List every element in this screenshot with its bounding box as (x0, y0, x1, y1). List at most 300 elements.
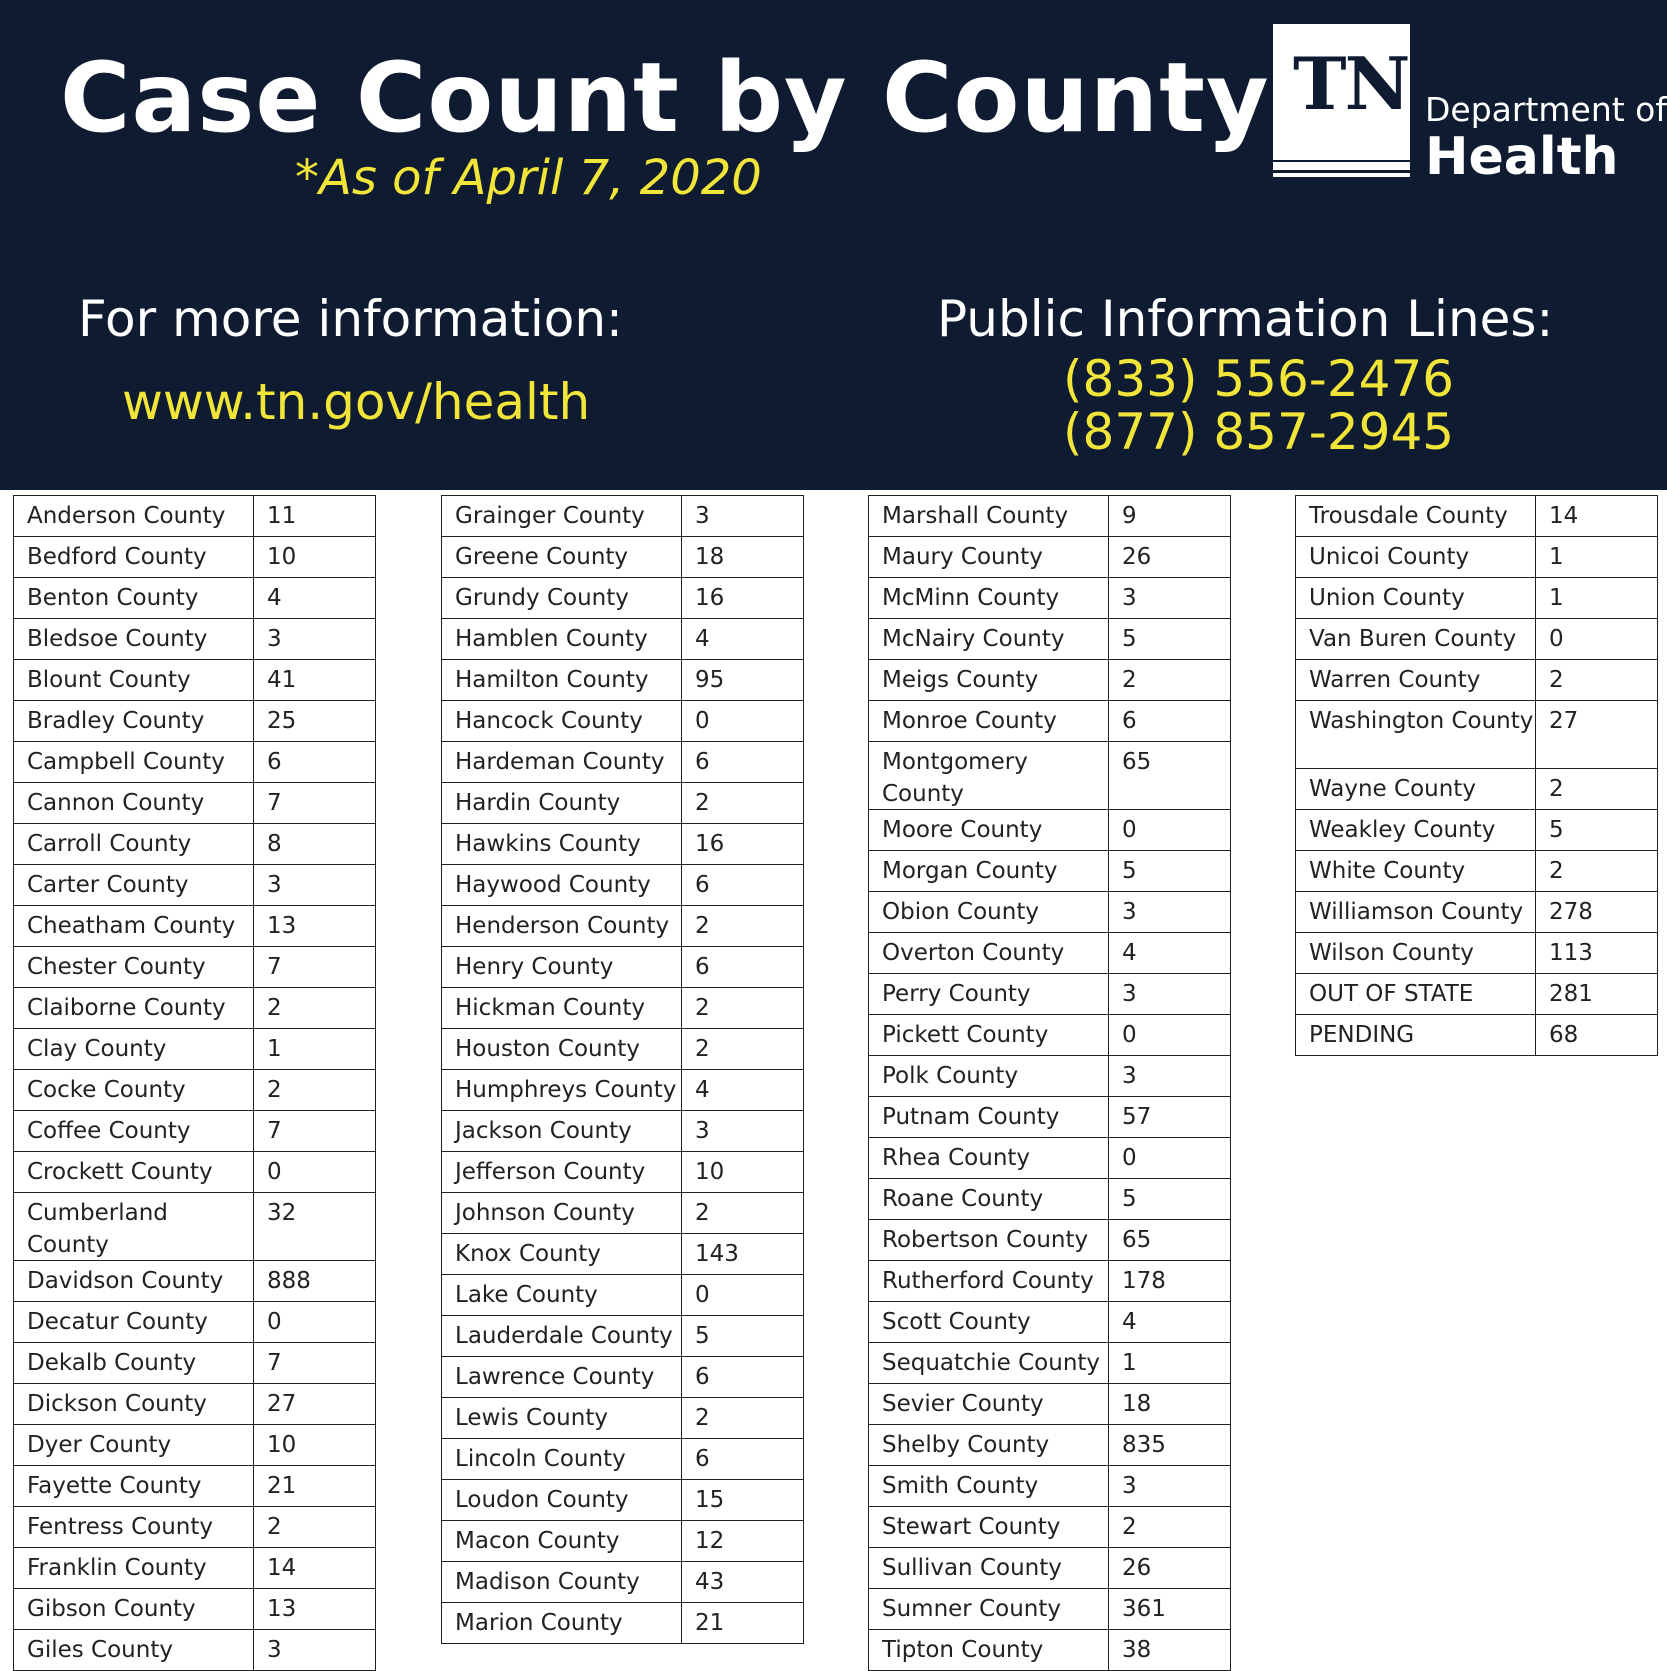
case-count: 2 (1122, 1514, 1137, 1540)
county-name: Hamilton County (442, 660, 682, 700)
county-name: Hancock County (442, 701, 682, 741)
county-name: Coffee County (14, 1111, 254, 1151)
county-name: Van Buren County (1296, 619, 1536, 659)
county-name: Hardin County (442, 783, 682, 823)
county-name: Bledsoe County (14, 619, 254, 659)
table-row (441, 618, 804, 659)
table-row (441, 1315, 804, 1356)
table-row (13, 1028, 376, 1069)
table-row (868, 809, 1231, 850)
table-row (868, 495, 1231, 536)
county-name: Monroe County (869, 701, 1109, 741)
table-row (13, 1301, 376, 1342)
case-count: 3 (267, 626, 282, 652)
more-info-label: For more information: (78, 290, 623, 348)
county-name: Macon County (442, 1521, 682, 1561)
header-banner (0, 0, 1667, 490)
county-name: Carter County (14, 865, 254, 905)
table-row (441, 864, 804, 905)
county-name: Montgomery County (869, 742, 1109, 809)
table-row (868, 1465, 1231, 1506)
case-count: 5 (1549, 817, 1564, 843)
county-name: Hardeman County (442, 742, 682, 782)
county-name: Dekalb County (14, 1343, 254, 1383)
case-count: 0 (1122, 1022, 1137, 1048)
county-name: Overton County (869, 933, 1109, 973)
case-count: 13 (267, 1596, 297, 1622)
case-count: 281 (1549, 981, 1593, 1007)
table-row (13, 536, 376, 577)
case-count: 2 (695, 1200, 710, 1226)
county-name: Lawrence County (442, 1357, 682, 1397)
table-row (13, 577, 376, 618)
table-row (13, 700, 376, 741)
county-name: Carroll County (14, 824, 254, 864)
table-row (13, 1588, 376, 1629)
table-row (868, 850, 1231, 891)
table-row (441, 1397, 804, 1438)
county-name: Scott County (869, 1302, 1109, 1342)
table-row (868, 741, 1231, 809)
table-row (868, 891, 1231, 932)
table-row (441, 1233, 804, 1274)
table-row (13, 1629, 376, 1671)
public-info-lines-label: Public Information Lines: (937, 290, 1554, 348)
county-name: Cumberland County (14, 1193, 254, 1260)
phone-number-1[interactable]: (833) 556-2476 (1063, 350, 1455, 408)
case-count: 38 (1122, 1637, 1152, 1663)
case-count: 0 (1549, 626, 1564, 652)
county-name: Humphreys County (442, 1070, 682, 1110)
table-row (1295, 809, 1658, 850)
table-row (13, 1424, 376, 1465)
table-row (13, 618, 376, 659)
county-name: Trousdale County (1296, 496, 1536, 536)
table-row (868, 536, 1231, 577)
county-name: Roane County (869, 1179, 1109, 1219)
case-count: 3 (1122, 1063, 1137, 1089)
county-name: Warren County (1296, 660, 1536, 700)
county-name: Campbell County (14, 742, 254, 782)
table-row (1295, 618, 1658, 659)
county-name: Wilson County (1296, 933, 1536, 973)
county-name: PENDING (1296, 1015, 1536, 1055)
case-count: 0 (1122, 1145, 1137, 1171)
county-name: Cheatham County (14, 906, 254, 946)
county-table-3 (868, 495, 1231, 1671)
case-count: 0 (695, 1282, 710, 1308)
table-row (868, 1014, 1231, 1055)
county-name: Decatur County (14, 1302, 254, 1342)
table-row (1295, 495, 1658, 536)
county-name: Cannon County (14, 783, 254, 823)
case-count: 2 (267, 1077, 282, 1103)
case-count: 5 (1122, 626, 1137, 652)
table-row (13, 905, 376, 946)
case-count: 2 (695, 995, 710, 1021)
table-row (13, 864, 376, 905)
county-name: Marion County (442, 1603, 682, 1643)
logo-department-text: Department of (1425, 90, 1667, 129)
table-row (441, 823, 804, 864)
case-count: 278 (1549, 899, 1593, 925)
table-row (868, 1219, 1231, 1260)
table-row (441, 946, 804, 987)
county-name: Chester County (14, 947, 254, 987)
case-count: 6 (267, 749, 282, 775)
table-row (441, 1151, 804, 1192)
county-name: McNairy County (869, 619, 1109, 659)
tn-logo (1273, 24, 1410, 160)
case-count: 95 (695, 667, 725, 693)
table-row (868, 618, 1231, 659)
county-name: Loudon County (442, 1480, 682, 1520)
county-name: Jefferson County (442, 1152, 682, 1192)
county-name: Henderson County (442, 906, 682, 946)
case-count: 18 (1122, 1391, 1152, 1417)
table-row (868, 973, 1231, 1014)
county-name: Fayette County (14, 1466, 254, 1506)
county-name: OUT OF STATE (1296, 974, 1536, 1014)
case-count: 65 (1122, 1227, 1152, 1253)
county-name: Johnson County (442, 1193, 682, 1233)
table-row (13, 1192, 376, 1260)
table-row (868, 1506, 1231, 1547)
case-count: 5 (1122, 858, 1137, 884)
case-count: 2 (695, 790, 710, 816)
table-row (13, 946, 376, 987)
case-count: 10 (267, 1432, 297, 1458)
county-name: Houston County (442, 1029, 682, 1069)
case-count: 2 (267, 1514, 282, 1540)
case-count: 25 (267, 708, 297, 734)
table-row (1295, 973, 1658, 1014)
county-table-1 (13, 495, 376, 1671)
table-row (13, 741, 376, 782)
case-count: 2 (695, 913, 710, 939)
county-name: Davidson County (14, 1261, 254, 1301)
case-count: 9 (1122, 503, 1137, 529)
county-name: Lauderdale County (442, 1316, 682, 1356)
county-name: Hamblen County (442, 619, 682, 659)
case-count: 4 (267, 585, 282, 611)
logo-underline-thin (1273, 173, 1410, 177)
case-count: 10 (695, 1159, 725, 1185)
case-count: 21 (695, 1610, 725, 1636)
case-count: 65 (1122, 749, 1152, 775)
county-name: Franklin County (14, 1548, 254, 1588)
county-name: Madison County (442, 1562, 682, 1602)
case-count: 2 (1549, 858, 1564, 884)
case-count: 3 (695, 503, 710, 529)
table-row (868, 1547, 1231, 1588)
table-row (441, 741, 804, 782)
county-name: Knox County (442, 1234, 682, 1274)
table-row (13, 823, 376, 864)
case-count: 4 (695, 626, 710, 652)
county-name: Bedford County (14, 537, 254, 577)
case-count: 1 (1122, 1350, 1137, 1376)
table-row (441, 987, 804, 1028)
county-name: Morgan County (869, 851, 1109, 891)
table-row (1295, 891, 1658, 932)
case-count: 2 (267, 995, 282, 1021)
case-count: 68 (1549, 1022, 1579, 1048)
table-row (441, 1438, 804, 1479)
case-count: 12 (695, 1528, 725, 1554)
case-count: 4 (695, 1077, 710, 1103)
table-row (441, 1479, 804, 1520)
case-count: 13 (267, 913, 297, 939)
county-name: Gibson County (14, 1589, 254, 1629)
table-row (441, 1274, 804, 1315)
table-row (13, 1069, 376, 1110)
tn-logo-mark: TN (1293, 41, 1409, 126)
case-count: 21 (267, 1473, 297, 1499)
county-name: Union County (1296, 578, 1536, 618)
case-count: 2 (1122, 667, 1137, 693)
table-row (441, 1110, 804, 1151)
table-row (1295, 577, 1658, 618)
table-row (441, 1069, 804, 1110)
case-count: 2 (1549, 667, 1564, 693)
table-row (868, 1629, 1231, 1671)
case-count: 6 (695, 1364, 710, 1390)
case-count: 57 (1122, 1104, 1152, 1130)
county-name: Giles County (14, 1630, 254, 1670)
case-count: 0 (267, 1309, 282, 1335)
case-count: 18 (695, 544, 725, 570)
table-row (13, 1151, 376, 1192)
logo-health-text: Health (1425, 127, 1619, 187)
table-row (441, 905, 804, 946)
county-name: Lake County (442, 1275, 682, 1315)
case-count: 27 (1549, 708, 1579, 734)
table-row (441, 577, 804, 618)
county-name: Clay County (14, 1029, 254, 1069)
table-row (13, 1260, 376, 1301)
case-count: 5 (695, 1323, 710, 1349)
county-name: Blount County (14, 660, 254, 700)
county-name: Washington County (1296, 701, 1536, 768)
case-count: 7 (267, 1350, 282, 1376)
table-row (868, 577, 1231, 618)
table-row (868, 1260, 1231, 1301)
case-count: 8 (267, 831, 282, 857)
case-count: 10 (267, 544, 297, 570)
table-row (868, 1055, 1231, 1096)
table-row (13, 1506, 376, 1547)
case-count: 1 (267, 1036, 282, 1062)
case-count: 26 (1122, 544, 1152, 570)
table-row (13, 1547, 376, 1588)
table-row (868, 1383, 1231, 1424)
case-count: 32 (267, 1200, 297, 1226)
county-name: Moore County (869, 810, 1109, 850)
logo-underline (1273, 162, 1410, 170)
table-row (868, 1096, 1231, 1137)
table-row (868, 1342, 1231, 1383)
case-count: 143 (695, 1241, 739, 1267)
case-count: 14 (267, 1555, 297, 1581)
case-count: 0 (1122, 817, 1137, 843)
county-name: Dickson County (14, 1384, 254, 1424)
county-name: McMinn County (869, 578, 1109, 618)
table-row (441, 700, 804, 741)
case-count: 835 (1122, 1432, 1166, 1458)
table-row (1295, 536, 1658, 577)
case-count: 2 (1549, 776, 1564, 802)
case-count: 7 (267, 790, 282, 816)
case-count: 361 (1122, 1596, 1166, 1622)
county-name: Putnam County (869, 1097, 1109, 1137)
case-count: 3 (1122, 585, 1137, 611)
case-count: 16 (695, 585, 725, 611)
county-name: Grainger County (442, 496, 682, 536)
table-row (1295, 932, 1658, 973)
case-count: 3 (1122, 1473, 1137, 1499)
county-name: Rutherford County (869, 1261, 1109, 1301)
county-name: Perry County (869, 974, 1109, 1014)
county-name: Claiborne County (14, 988, 254, 1028)
county-name: Polk County (869, 1056, 1109, 1096)
county-name: Greene County (442, 537, 682, 577)
county-name: Benton County (14, 578, 254, 618)
case-count: 3 (267, 1637, 282, 1663)
case-count: 0 (695, 708, 710, 734)
case-count: 4 (1122, 1309, 1137, 1335)
case-count: 6 (695, 872, 710, 898)
case-count: 6 (695, 954, 710, 980)
county-name: Sequatchie County (869, 1343, 1109, 1383)
page-title: Case Count by County (60, 42, 1270, 154)
county-name: Lincoln County (442, 1439, 682, 1479)
table-row (1295, 700, 1658, 768)
county-name: Henry County (442, 947, 682, 987)
table-row (441, 1520, 804, 1561)
county-name: White County (1296, 851, 1536, 891)
table-row (1295, 659, 1658, 700)
table-row (441, 1602, 804, 1644)
case-count: 43 (695, 1569, 725, 1595)
case-count: 6 (695, 749, 710, 775)
table-row (868, 1588, 1231, 1629)
case-count: 3 (1122, 899, 1137, 925)
health-website-link[interactable]: www.tn.gov/health (122, 373, 591, 431)
table-row (1295, 768, 1658, 809)
county-name: Fentress County (14, 1507, 254, 1547)
table-row (868, 1301, 1231, 1342)
county-name: Williamson County (1296, 892, 1536, 932)
table-row (13, 1465, 376, 1506)
table-row (868, 659, 1231, 700)
county-table-4 (1295, 495, 1658, 1056)
case-count: 6 (1122, 708, 1137, 734)
case-count: 6 (695, 1446, 710, 1472)
county-table-2 (441, 495, 804, 1644)
table-row (441, 536, 804, 577)
table-row (13, 1342, 376, 1383)
phone-number-2[interactable]: (877) 857-2945 (1063, 403, 1455, 461)
case-count: 2 (695, 1405, 710, 1431)
county-name: Tipton County (869, 1630, 1109, 1670)
case-count: 3 (267, 872, 282, 898)
county-name: Hawkins County (442, 824, 682, 864)
case-count: 3 (695, 1118, 710, 1144)
case-count: 4 (1122, 940, 1137, 966)
county-name: Rhea County (869, 1138, 1109, 1178)
county-name: Smith County (869, 1466, 1109, 1506)
county-name: Marshall County (869, 496, 1109, 536)
case-count: 16 (695, 831, 725, 857)
county-name: Unicoi County (1296, 537, 1536, 577)
county-name: Crockett County (14, 1152, 254, 1192)
case-count: 41 (267, 667, 297, 693)
table-row (13, 659, 376, 700)
case-count: 11 (267, 503, 297, 529)
case-count: 178 (1122, 1268, 1166, 1294)
county-name: Meigs County (869, 660, 1109, 700)
table-row (441, 1028, 804, 1069)
table-row (13, 782, 376, 823)
case-count: 14 (1549, 503, 1579, 529)
county-name: Anderson County (14, 496, 254, 536)
case-count: 5 (1122, 1186, 1137, 1212)
county-name: Shelby County (869, 1425, 1109, 1465)
county-name: Haywood County (442, 865, 682, 905)
case-count: 27 (267, 1391, 297, 1417)
table-row (441, 1561, 804, 1602)
case-count: 15 (695, 1487, 725, 1513)
county-name: Hickman County (442, 988, 682, 1028)
case-count: 7 (267, 1118, 282, 1144)
table-row (441, 495, 804, 536)
case-count: 113 (1549, 940, 1593, 966)
table-row (441, 659, 804, 700)
table-row (441, 1356, 804, 1397)
case-count: 888 (267, 1268, 311, 1294)
table-row (1295, 1014, 1658, 1056)
county-name: Grundy County (442, 578, 682, 618)
case-count: 0 (267, 1159, 282, 1185)
case-count: 1 (1549, 544, 1564, 570)
county-name: Weakley County (1296, 810, 1536, 850)
case-count: 2 (695, 1036, 710, 1062)
county-name: Wayne County (1296, 769, 1536, 809)
case-count: 3 (1122, 981, 1137, 1007)
case-count: 1 (1549, 585, 1564, 611)
as-of-date: *As of April 7, 2020 (295, 150, 762, 206)
county-name: Sullivan County (869, 1548, 1109, 1588)
table-row (441, 782, 804, 823)
county-name: Cocke County (14, 1070, 254, 1110)
table-row (13, 1383, 376, 1424)
county-name: Pickett County (869, 1015, 1109, 1055)
table-row (441, 1192, 804, 1233)
county-name: Obion County (869, 892, 1109, 932)
table-row (868, 1178, 1231, 1219)
table-row (868, 932, 1231, 973)
case-count: 7 (267, 954, 282, 980)
county-name: Sumner County (869, 1589, 1109, 1629)
county-name: Robertson County (869, 1220, 1109, 1260)
county-name: Maury County (869, 537, 1109, 577)
county-name: Lewis County (442, 1398, 682, 1438)
table-row (13, 987, 376, 1028)
table-row (868, 700, 1231, 741)
case-count: 26 (1122, 1555, 1152, 1581)
county-name: Stewart County (869, 1507, 1109, 1547)
